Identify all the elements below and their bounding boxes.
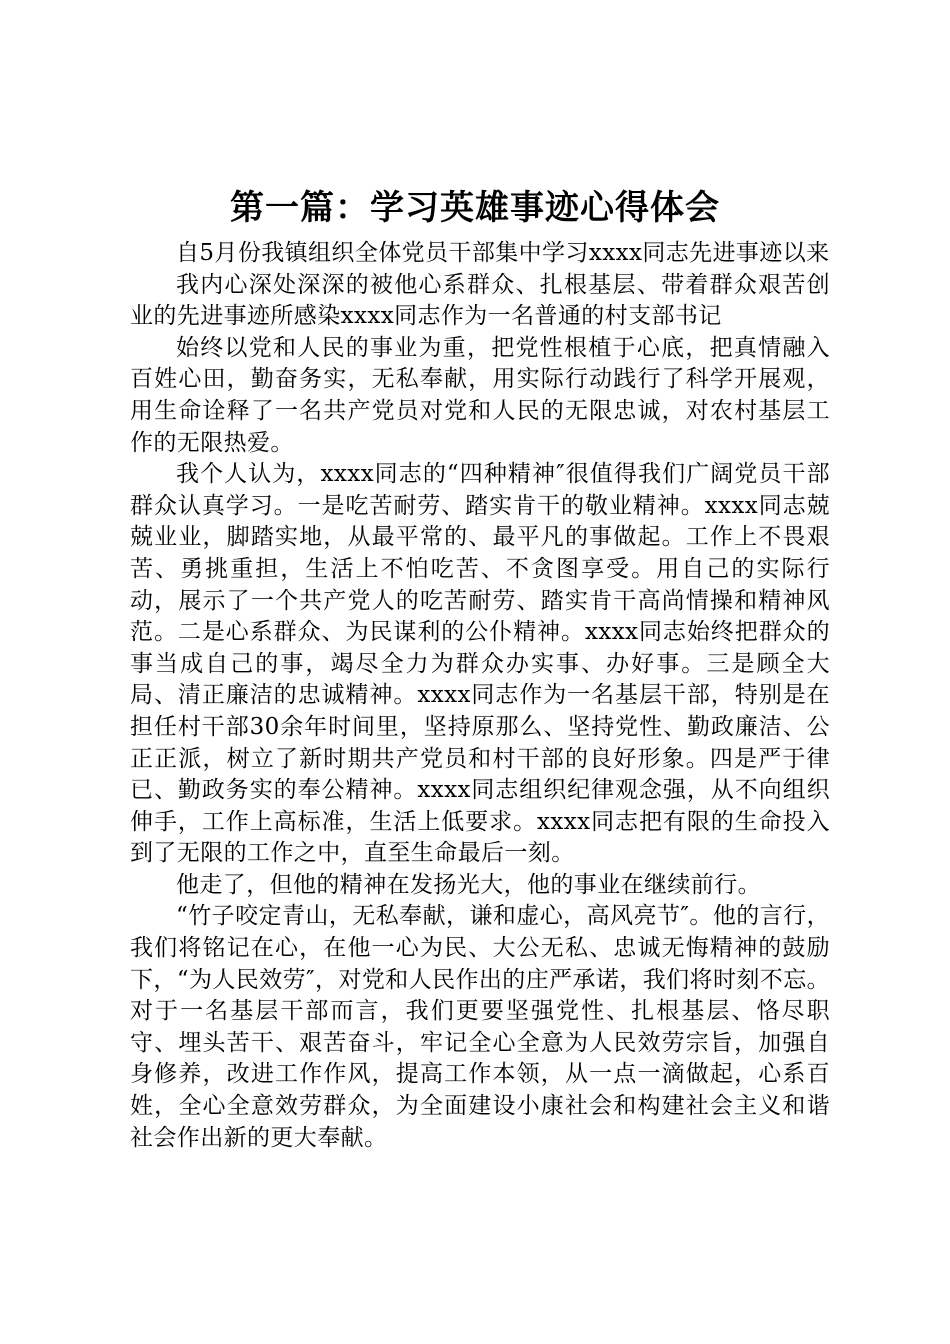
document-title: 第一篇：学习英雄事迹心得体会 — [230, 188, 720, 228]
paragraph-2: 我内心深处深深的被他心系群众、扎根基层、带着群众艰苦创业的先进事迹所感染xxxx同志作为一名普通的村支部书记 — [130, 271, 830, 330]
paragraph-3: 始终以党和人民的事业为重，把党性根植于心底，把真情融入百姓心田，勤奋务实，无私奉献，用实际行动践行了科学开展观，用生命诠释了一名共产党员对党和人民的无限忠诚，对农村基层工作的无限热爱。 — [130, 334, 830, 456]
paragraph-4: 我个人认为，xxxx同志的“四种精神″很值得我们广阔党员干部群众认真学习。一是吃苦耐劳、踏实肯干的敬业精神。xxxx同志兢兢业业，脚踏实地，从最平常的、最平凡的事做起。工作上不畏艰苦、勇挑重担，生活上不怕吃苦、不贪图享受。用自己的实际行动，展示了一个共产党人的吃苦耐劳、踏实肯干高尚情操和精神风范。二是心系群众、为民谋利的公仆精神。xxxx同志始终把群众的事当成自己的事，竭尽全力为群众办实事、办好事。三是顾全大局、清正廉洁的忠诚精神。xxxx同志作为一名基层干部，特别是在担任村干部30余年时间里，坚持原那么、坚持党性、勤政廉洁、公正正派，树立了新时期共产党员和村干部的良好形象。四是严于律已、勤政务实的奉公精神。xxxx同志组织纪律观念强，从不向组织伸手，工作上高标准，生活上低要求。xxxx同志把有限的生命投入到了无限的工作之中，直至生命最后一刻。 — [130, 461, 830, 867]
paragraph-1: 自5月份我镇组织全体党员干部集中学习xxxx同志先进事迹以来 — [176, 240, 830, 266]
paragraph-6: “竹子咬定青山，无私奉献，谦和虚心，高风亮节″。他的言行，我们将铭记在心，在他一心为民、大公无私、忠诚无悔精神的鼓励下，“为人民效劳″，对党和人民作出的庄严承诺，我们将时刻不忘。对于一名基层干部而言，我们更要坚强党性、扎根基层、恪尽职守、埋头苦干、艰苦奋斗，牢记全心全意为人民效劳宗旨，加强自身修养，改进工作作风，提高工作本领，从一点一滴做起，心系百姓，全心全意效劳群众，为全面建设小康社会和构建社会主义和谐社会作出新的更大奉献。 — [130, 903, 830, 1151]
paragraph-5: 他走了，但他的精神在发扬光大，他的事业在继续前行。 — [176, 871, 761, 898]
document-body — [130, 238, 830, 1154]
